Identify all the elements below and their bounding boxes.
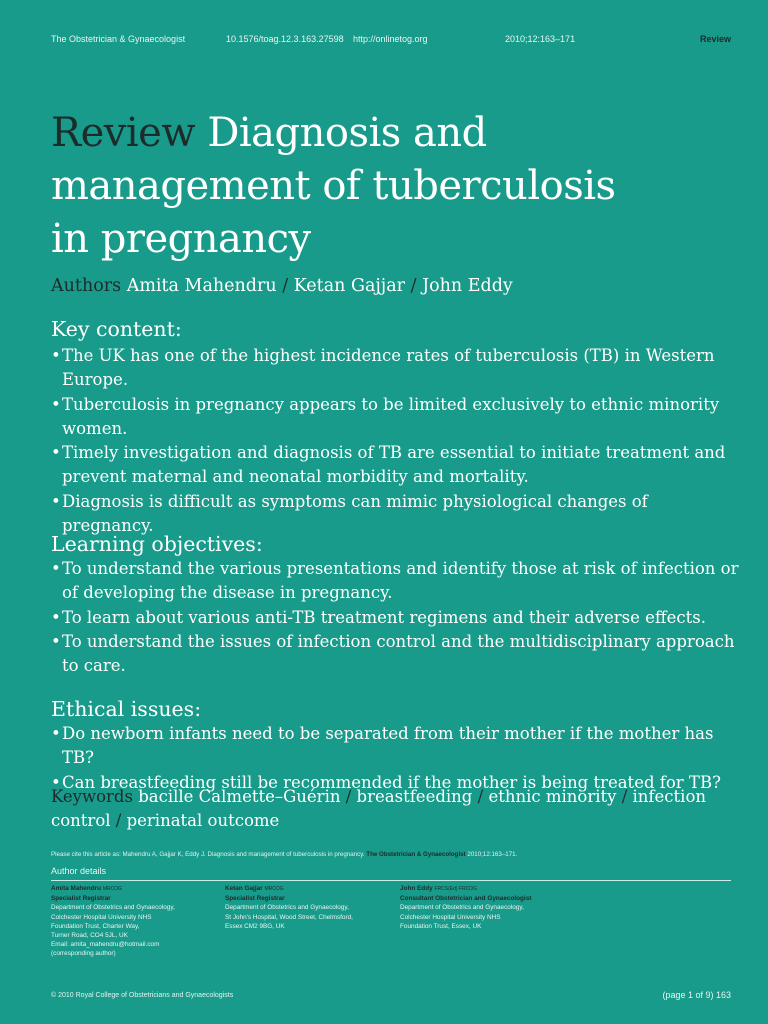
list-item: • Tuberculosis in pregnancy appears to be limited exclusively to ethnic minority women. <box>51 394 720 438</box>
author-detail-role: Specialist Registrar <box>51 895 111 903</box>
volume-pages: 2010;12:163–171 <box>505 34 576 44</box>
keyword-separator: / <box>115 811 122 831</box>
list-item: • Timely investigation and diagnosis of TB are essential to initiate treatment and prevent maternal and neonatal morbidity and mortality. <box>51 443 726 487</box>
title-line-1: Diagnosis and <box>207 110 487 156</box>
page-number: (page 1 of 9) 163 <box>662 990 731 1000</box>
authors-label: Authors <box>51 276 122 296</box>
author-detail-role: Specialist Registrar <box>225 895 285 903</box>
author-list <box>51 273 741 299</box>
doi[interactable]: 10.1576/toag.12.3.163.27598 <box>226 34 344 44</box>
list-item: • Can breastfeeding still be recommended if the mother is being treated for TB? <box>51 771 741 795</box>
bullet: • <box>51 394 61 414</box>
title-line-3: in pregnancy <box>51 216 311 262</box>
author-detail-role: Consultant Obstetrician and Gynaecologist <box>400 895 532 903</box>
running-header <box>51 34 731 48</box>
section-label: Review <box>699 34 731 44</box>
list-item: • To understand the issues of infection control and the multidisciplinary approach to care. <box>51 631 735 676</box>
list-item: • Diagnosis is difficult as symptoms can mimic physiological changes of pregnancy. <box>51 491 648 536</box>
keyword-separator: / <box>345 787 352 806</box>
keywords <box>51 785 741 834</box>
bullet: • <box>51 559 61 578</box>
keyword: perinatal outcome <box>126 811 280 831</box>
journal-url[interactable]: http://onlinetog.org <box>353 34 428 44</box>
keyword-separator: / <box>621 787 628 806</box>
learning-objectives-list <box>51 557 741 678</box>
bullet: • <box>51 607 61 627</box>
key-content-heading: Key content: <box>51 317 182 341</box>
author-details-divider <box>51 880 731 881</box>
author-detail-column: Amita Mahendru MRCOG Specialist Registrar Department of Obstetrics and Gynaecology, Colchester Hospital University NHS Foundation Trust, Charter Way, Turner Road, CO4 5JL, UK Email: amita_mahendru@hotmail.com (corresponding author) <box>51 884 221 959</box>
list-item: • To understand the various presentations and identify those at risk of infection or of developing the disease in pregnancy. <box>51 559 739 603</box>
list-item: • Do newborn infants need to be separated from their mother if the mother has TB? <box>51 724 714 768</box>
ethical-issues-heading: Ethical issues: <box>51 697 202 721</box>
bullet: • <box>51 443 61 463</box>
citation-note: Please cite this article as: Mahendru A, Gajjar K, Eddy J. Diagnosis and management of tuberculosis in pregnancy. The Obstetrician & Gynaecologist 2010;12:163–171. <box>51 851 518 858</box>
author-separator: / <box>410 276 417 296</box>
author-detail-name: Amita Mahendru MRCOG <box>51 885 123 892</box>
author-name: John Eddy <box>422 276 513 296</box>
author-name: Amita Mahendru <box>126 276 277 296</box>
key-content-list <box>51 344 741 538</box>
author-detail-column: John Eddy FRCS(Ed) FRCOG Consultant Obstetrician and Gynaecologist Department of Obstetrics and Gynaecology, Colchester Hospital University NHS Foundation Trust, Essex, UK <box>400 884 570 931</box>
author-email[interactable]: Email: amita_mahendru@hotmail.com <box>51 941 160 949</box>
title-line-2: management of tuberculosis <box>51 163 616 209</box>
author-detail-column: Ketan Gajjar MRCOG Specialist Registrar Department of Obstetrics and Gynaecology, St John's Hospital, Wood Street, Chelmsford, Essex CM2 9BG, UK <box>225 884 395 931</box>
copyright: © 2010 Royal College of Obstetricians and Gynaecologists <box>51 992 234 999</box>
keyword: breastfeeding <box>356 787 473 806</box>
keyword: ethnic minority <box>488 787 617 806</box>
list-item: • The UK has one of the highest incidence rates of tuberculosis (TB) in Western Europe. <box>51 346 715 390</box>
keyword: infection control <box>51 787 707 831</box>
bullet: • <box>51 724 61 743</box>
bullet: • <box>51 772 61 792</box>
keyword-separator: / <box>477 787 484 806</box>
journal-name: The Obstetrician & Gynaecologist <box>51 34 186 44</box>
article-title <box>51 107 741 266</box>
bullet: • <box>51 491 61 511</box>
bullet: • <box>51 631 61 651</box>
author-name: Ketan Gajjar <box>293 276 406 296</box>
keywords-label: Keywords <box>51 787 133 806</box>
title-label: Review <box>51 110 196 156</box>
learning-objectives-heading: Learning objectives: <box>51 532 263 556</box>
author-separator: / <box>282 276 289 296</box>
author-detail-name: John Eddy FRCS(Ed) FRCOG <box>400 885 477 892</box>
author-details-heading: Author details <box>51 866 107 876</box>
citation-journal: The Obstetrician & Gynaecologist <box>366 851 466 858</box>
keyword: bacille Calmette–Guérin <box>138 787 341 806</box>
bullet: • <box>51 346 61 365</box>
ethical-issues-list <box>51 722 741 795</box>
author-detail-name: Ketan Gajjar MRCOG <box>225 885 284 892</box>
list-item: • To learn about various anti-TB treatment regimens and their adverse effects. <box>51 606 741 630</box>
